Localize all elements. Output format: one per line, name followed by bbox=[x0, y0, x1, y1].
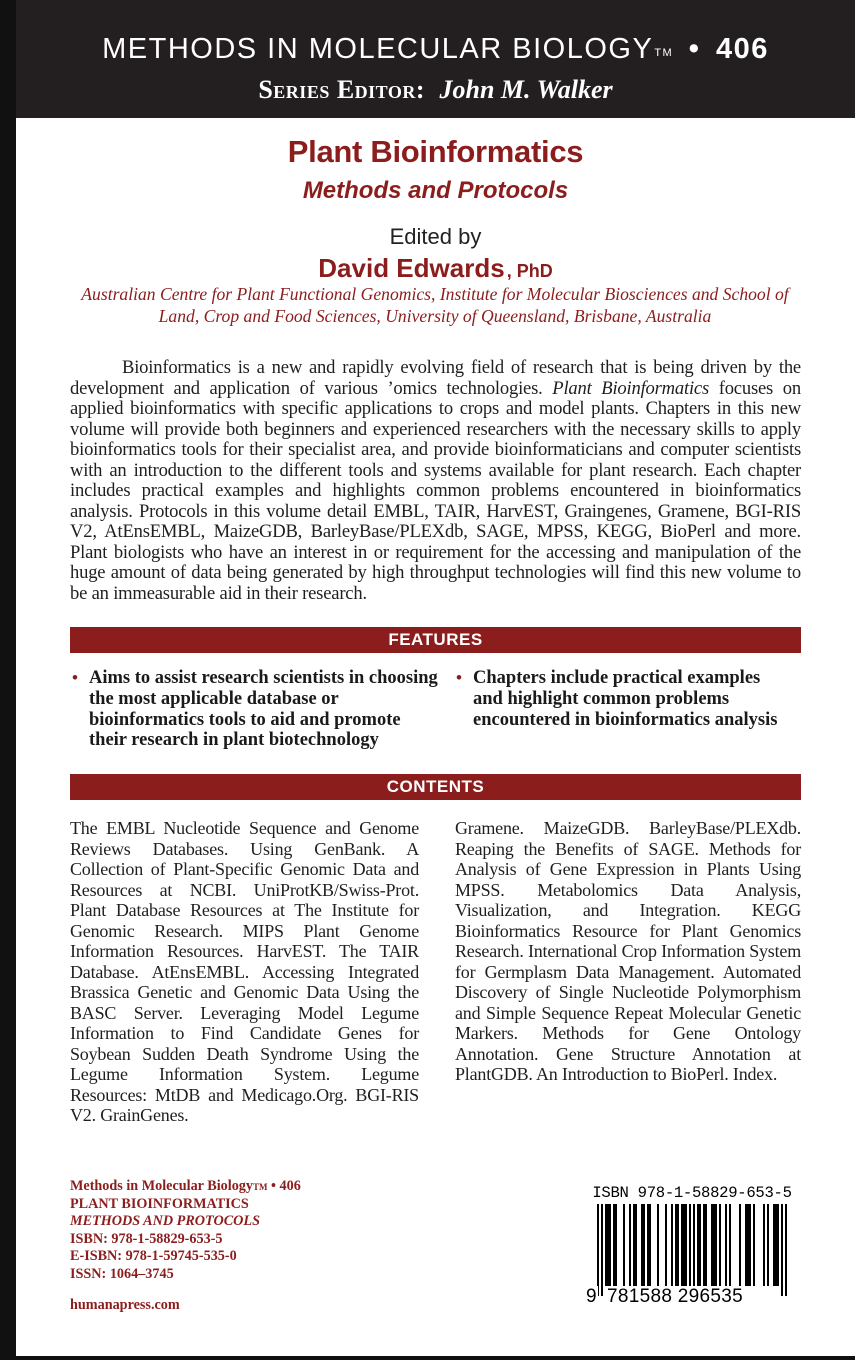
barcode-bar bbox=[781, 1204, 783, 1296]
description-part-1: Bioinformatics is a new and rapidly evolving field of research that is being driven by the development and application of various ’omics technologies. bbox=[70, 357, 801, 399]
contents-heading: CONTENTS bbox=[70, 774, 801, 800]
book-description bbox=[70, 358, 801, 604]
barcode-bar bbox=[711, 1204, 713, 1286]
barcode-bar bbox=[763, 1204, 765, 1286]
barcode-bar bbox=[647, 1204, 649, 1286]
barcode-bar bbox=[671, 1204, 673, 1286]
barcode-bar bbox=[745, 1204, 747, 1286]
features-heading: FEATURES bbox=[70, 627, 801, 653]
barcode-bar bbox=[641, 1204, 643, 1286]
barcode-bar bbox=[649, 1204, 651, 1286]
barcode-bar bbox=[615, 1204, 617, 1286]
barcode-bar bbox=[715, 1204, 717, 1286]
description-part-2: focuses on applied bioinformatics with specific applications to crops and model plants. Chapters in this new volume will provide both beginners and experienced researchers with the necessary skills to apply bioinformatics tools for their specialist area, and provide bioinformaticians and computer scientists with an introduction to the different tools and systems available for plant research. Each chapter includes practical examples and highlights common problems encountered in bioinformatics analysis. Protocols in this volume detail EMBL, TAIR, HarvEST, Graingenes, Gramene, BGI-RIS V2, AtEnsEMBL, MaizeGDB, BarleyBase/PLEXdb, SAGE, MPSS, KEGG, BioPerl and more. Plant biologists who have an interest in or requirement for the accessing and manipulation of the huge amount of data being generated by high throughput technologies will find this new volume to be an immeasurable aid in their research. bbox=[70, 377, 801, 604]
footer-title: PLANT BIOINFORMATICS bbox=[70, 1195, 249, 1212]
barcode-bar bbox=[749, 1204, 751, 1286]
series-editor-label: Series Editor: bbox=[258, 75, 426, 104]
barcode-bar bbox=[703, 1204, 705, 1286]
footer-subtitle: METHODS AND PROTOCOLS bbox=[70, 1213, 260, 1230]
barcode-bar bbox=[697, 1204, 699, 1286]
feature-text: Chapters include practical examples and highlight common problems encountered in bioinformatics analysis bbox=[473, 668, 778, 730]
barcode-bar bbox=[753, 1204, 755, 1286]
book-editor bbox=[16, 252, 855, 287]
description-italic-title: Plant Bioinformatics bbox=[552, 377, 710, 399]
barcode-bar bbox=[685, 1204, 687, 1286]
barcode-bar bbox=[633, 1204, 635, 1286]
feature-text: Aims to assist research scientists in choosing the most applicable database or bioinformatics tools to aid and promote their research in plant biotechnology bbox=[89, 668, 438, 751]
barcode-bar bbox=[623, 1204, 625, 1286]
barcode-bar bbox=[601, 1204, 603, 1296]
barcode-main-digits: 781588 296535 bbox=[607, 1286, 743, 1307]
series-editor-name: John M. Walker bbox=[439, 75, 613, 104]
barcode-bar bbox=[683, 1204, 685, 1286]
barcode-bar bbox=[643, 1204, 645, 1286]
contents-column-1: The EMBL Nucleotide Sequence and Genome Reviews Databases. Using GenBank. A Collection of Plant-Specific Genomic Data and Resources at NCBI. UniProtKB/Swiss-Prot. Plant Database Resources at The Institute for Genomic Research. MIPS Plant Genome Information Resources. HarvEST. The TAIR Database. AtEnsEMBL. Accessing Integrated Brassica Genetic and Genomic Data Using the BASC Server. Leveraging Model Legume Information to Find Candidate Genes for Soybean Sudden Death Syndrome Using the Legume Information System. Legume Resources: MtDB and Medicago.Org. BGI-RIS V2. GrainGenes. bbox=[70, 818, 419, 1125]
footer-issn: ISSN: 1064–3745 bbox=[70, 1265, 174, 1282]
barcode-bar bbox=[597, 1204, 599, 1296]
barcode-bar bbox=[665, 1204, 667, 1286]
publisher-website[interactable]: humanapress.com bbox=[70, 1296, 180, 1313]
barcode-bar bbox=[747, 1204, 749, 1286]
barcode-bar bbox=[635, 1204, 637, 1286]
barcode-bar bbox=[609, 1204, 611, 1286]
book-editor-degree: , PhD bbox=[506, 261, 553, 281]
series-title: METHODS IN MOLECULAR BIOLOGY bbox=[102, 33, 654, 65]
series-separator: • bbox=[688, 33, 701, 65]
footer-volume: • 406 bbox=[267, 1178, 301, 1194]
barcode-bar bbox=[785, 1204, 787, 1296]
barcode-bar bbox=[705, 1204, 707, 1286]
barcode-bar bbox=[719, 1204, 721, 1286]
barcode-bar bbox=[605, 1204, 607, 1286]
barcode-bar bbox=[775, 1204, 777, 1286]
barcode-bar bbox=[681, 1204, 683, 1286]
barcode-bar bbox=[699, 1204, 701, 1286]
barcode-bar bbox=[777, 1204, 779, 1286]
series-header bbox=[16, 0, 855, 118]
book-subtitle: Methods and Protocols bbox=[302, 177, 569, 204]
footer-trademark: TM bbox=[253, 1182, 268, 1192]
barcode-bar bbox=[773, 1204, 775, 1286]
barcode-bar bbox=[629, 1204, 631, 1286]
feature-item bbox=[72, 668, 439, 751]
left-edge bbox=[0, 0, 16, 1360]
barcode-bar bbox=[675, 1204, 677, 1286]
barcode-bar bbox=[677, 1204, 679, 1286]
series-editor-line bbox=[16, 74, 855, 106]
bullet-icon: • bbox=[456, 668, 462, 687]
footer-info bbox=[70, 1178, 370, 1314]
barcode-bar bbox=[725, 1204, 727, 1286]
book-editor-name: David Edwards bbox=[318, 253, 505, 283]
feature-item bbox=[456, 668, 793, 730]
barcode-isbn-text: ISBN 978-1-58829-653-5 bbox=[592, 1184, 792, 1202]
barcode-bar bbox=[689, 1204, 691, 1296]
barcode-bar bbox=[657, 1204, 659, 1286]
contents-column-2: Gramene. MaizeGDB. BarleyBase/PLEXdb. Reaping the Benefits of SAGE. Methods for Analysis of Gene Expression in Plants Using MPSS. Metabolomics Data Analysis, Visualization, and Integration. KEGG Bioinformatics Resource for Plant Genomics Research. International Crop Information System for Germplasm Data Management. Automated Discovery of Single Nucleotide Polymorphism and Simple Sequence Repeat Molecular Genetic Markers. Methods for Gene Ontology Annotation. Gene Structure Annotation at PlantGDB. An Introduction to BioPerl. Index. bbox=[455, 818, 802, 1084]
barcode-bar bbox=[693, 1204, 695, 1296]
footer-isbn: ISBN: 978-1-58829-653-5 bbox=[70, 1230, 223, 1247]
bullet-icon: • bbox=[72, 668, 78, 687]
barcode-bar bbox=[767, 1204, 769, 1286]
bottom-edge bbox=[0, 1356, 855, 1360]
series-title-line bbox=[16, 31, 855, 67]
barcode-bar bbox=[729, 1204, 731, 1286]
footer-series: Methods in Molecular Biology bbox=[70, 1178, 253, 1194]
barcode-bar bbox=[607, 1204, 609, 1286]
barcode-bar bbox=[613, 1204, 615, 1286]
isbn-barcode bbox=[583, 1180, 801, 1320]
series-volume: 406 bbox=[715, 33, 769, 65]
barcode-bar bbox=[739, 1204, 741, 1286]
footer-eisbn: E-ISBN: 978-1-59745-535-0 bbox=[70, 1248, 237, 1265]
edited-by-label: Edited by bbox=[389, 224, 482, 249]
footer-series-line bbox=[70, 1178, 370, 1196]
editor-affiliation: Australian Centre for Plant Functional Genomics, Institute for Molecular Biosciences and School of Land, Crop and Food Sciences, University of Queensland, Brisbane, Australia bbox=[81, 284, 789, 326]
trademark-mark: TM bbox=[654, 47, 674, 59]
barcode-bar bbox=[713, 1204, 715, 1286]
barcode-lead-digit: 9 bbox=[586, 1286, 597, 1307]
book-title: Plant Bioinformatics bbox=[287, 134, 584, 169]
